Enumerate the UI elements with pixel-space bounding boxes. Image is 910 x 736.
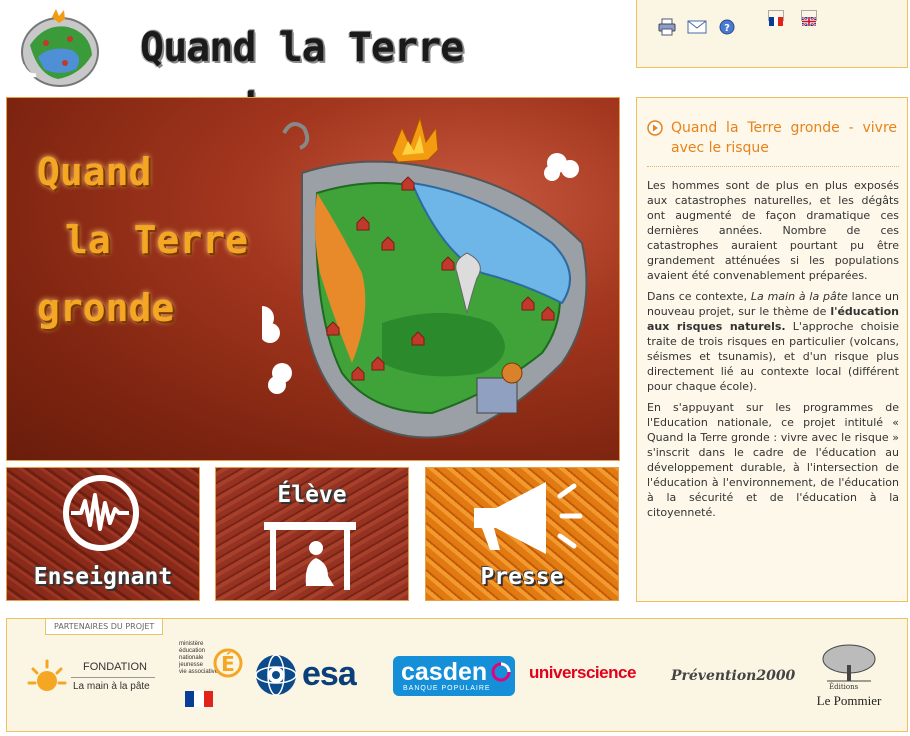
student-under-table-icon: [216, 468, 409, 601]
partner-esa[interactable]: [254, 653, 376, 697]
partner-universcience[interactable]: [529, 663, 655, 687]
mail-icon[interactable]: [687, 18, 707, 36]
english-flag-icon[interactable]: [801, 10, 817, 21]
partner-text: La main à la pâte: [73, 681, 150, 692]
toolbar: [636, 0, 908, 68]
site-title: Quand la Terre: [140, 25, 464, 71]
tile-eleve-label: Élève: [277, 482, 347, 508]
divider: [647, 166, 899, 167]
intro-paragraph: En s'appuyant sur les programmes de l'Education nationale, ce projet intitulé « Quand la Terre gronde : vivre avec le risque » s'inscrit dans le cadre de l'éducation au développement durable, à l'intersection de l'éducation à l'environnement, de l'éducation à la sécurité et de l'éducation à la citoyenneté.: [647, 401, 899, 519]
text-run: L'approche choisie traite de trois risques en particulier (volcans, séismes et tsunamis), et d'un risque plus directement lié au contexte local (différent pour chaque école).: [647, 320, 899, 393]
hero-title-line: Quand: [37, 150, 152, 194]
site-logo[interactable]: [10, 5, 110, 90]
partner-text: nationale: [179, 655, 204, 661]
divider: [71, 677, 155, 678]
partner-text: ministère: [179, 641, 204, 647]
hero-title-line: gronde: [37, 286, 175, 330]
partner-le-pommier[interactable]: [807, 643, 891, 711]
partner-fondation-lamap[interactable]: [27, 655, 157, 699]
partners-bar: [6, 618, 908, 732]
esa-globe-icon: [254, 653, 298, 697]
marianne-logo: [185, 691, 213, 707]
tile-enseignant-label: Enseignant: [33, 564, 173, 590]
intro-heading: Quand la Terre gronde - vivre avec le risque: [671, 120, 897, 156]
intro-panel: [636, 97, 908, 602]
intro-paragraph: Les hommes sont de plus en plus exposés aux catastrophes naturelles, et les dégâts ont augmenté de façon dramatique ces dernières années. Nombre de ces catastrophes auraient pourtant pu être grandement atténuées si les populations avaient été convenablement préparées.: [647, 179, 899, 282]
partner-text: éducation: [179, 648, 206, 654]
hero-title-line: la Terre: [65, 218, 249, 262]
hero-banner: [6, 97, 620, 461]
text-run: Dans ce contexte,: [647, 290, 751, 303]
svg-text:?: ?: [724, 23, 730, 34]
help-icon[interactable]: [717, 18, 737, 36]
partner-prevention2000[interactable]: [671, 665, 796, 689]
bullet-arrow-icon: [647, 120, 663, 136]
intro-paragraph: [647, 289, 899, 394]
text-run: lance un nouveau projet, sur le thème de: [647, 290, 899, 318]
text-run-italic: La main à la pâte: [750, 290, 848, 303]
casden-swirl-icon: [491, 662, 511, 682]
tile-presse-label: Presse: [480, 564, 564, 590]
tile-presse[interactable]: [425, 467, 619, 601]
tile-enseignant[interactable]: [6, 467, 200, 601]
intro-text: [647, 178, 899, 526]
earth-illustration: [262, 113, 607, 453]
partners-tab-label: PARTENAIRES DU PROJET: [45, 619, 163, 635]
partner-text: jeunesse: [179, 662, 204, 668]
partner-text: FONDATION: [83, 661, 147, 673]
printer-icon[interactable]: [657, 18, 677, 36]
hero-title: [37, 138, 287, 342]
partner-text: casden: [401, 658, 488, 686]
svg-text:É: É: [221, 652, 235, 676]
partner-text: vie associative: [179, 669, 219, 675]
sun-hand-icon: [27, 657, 67, 697]
letter-e-logo: [213, 641, 243, 681]
french-flag-icon[interactable]: [768, 10, 784, 21]
tile-eleve[interactable]: [215, 467, 409, 601]
partner-text: Éditions: [829, 683, 859, 691]
partner-text: universcience: [529, 663, 636, 682]
partner-casden[interactable]: [393, 656, 515, 696]
apple-tree-icon: [819, 643, 879, 683]
partner-text: BANQUE POPULAIRE: [403, 685, 491, 692]
partner-text: esa: [302, 655, 356, 693]
partner-text: Le Pommier: [816, 693, 882, 708]
partner-ministere[interactable]: [179, 641, 243, 713]
partner-text: Prévention2000: [671, 668, 796, 684]
text-run-bold: l'éducation aux risques naturels.: [647, 305, 899, 333]
